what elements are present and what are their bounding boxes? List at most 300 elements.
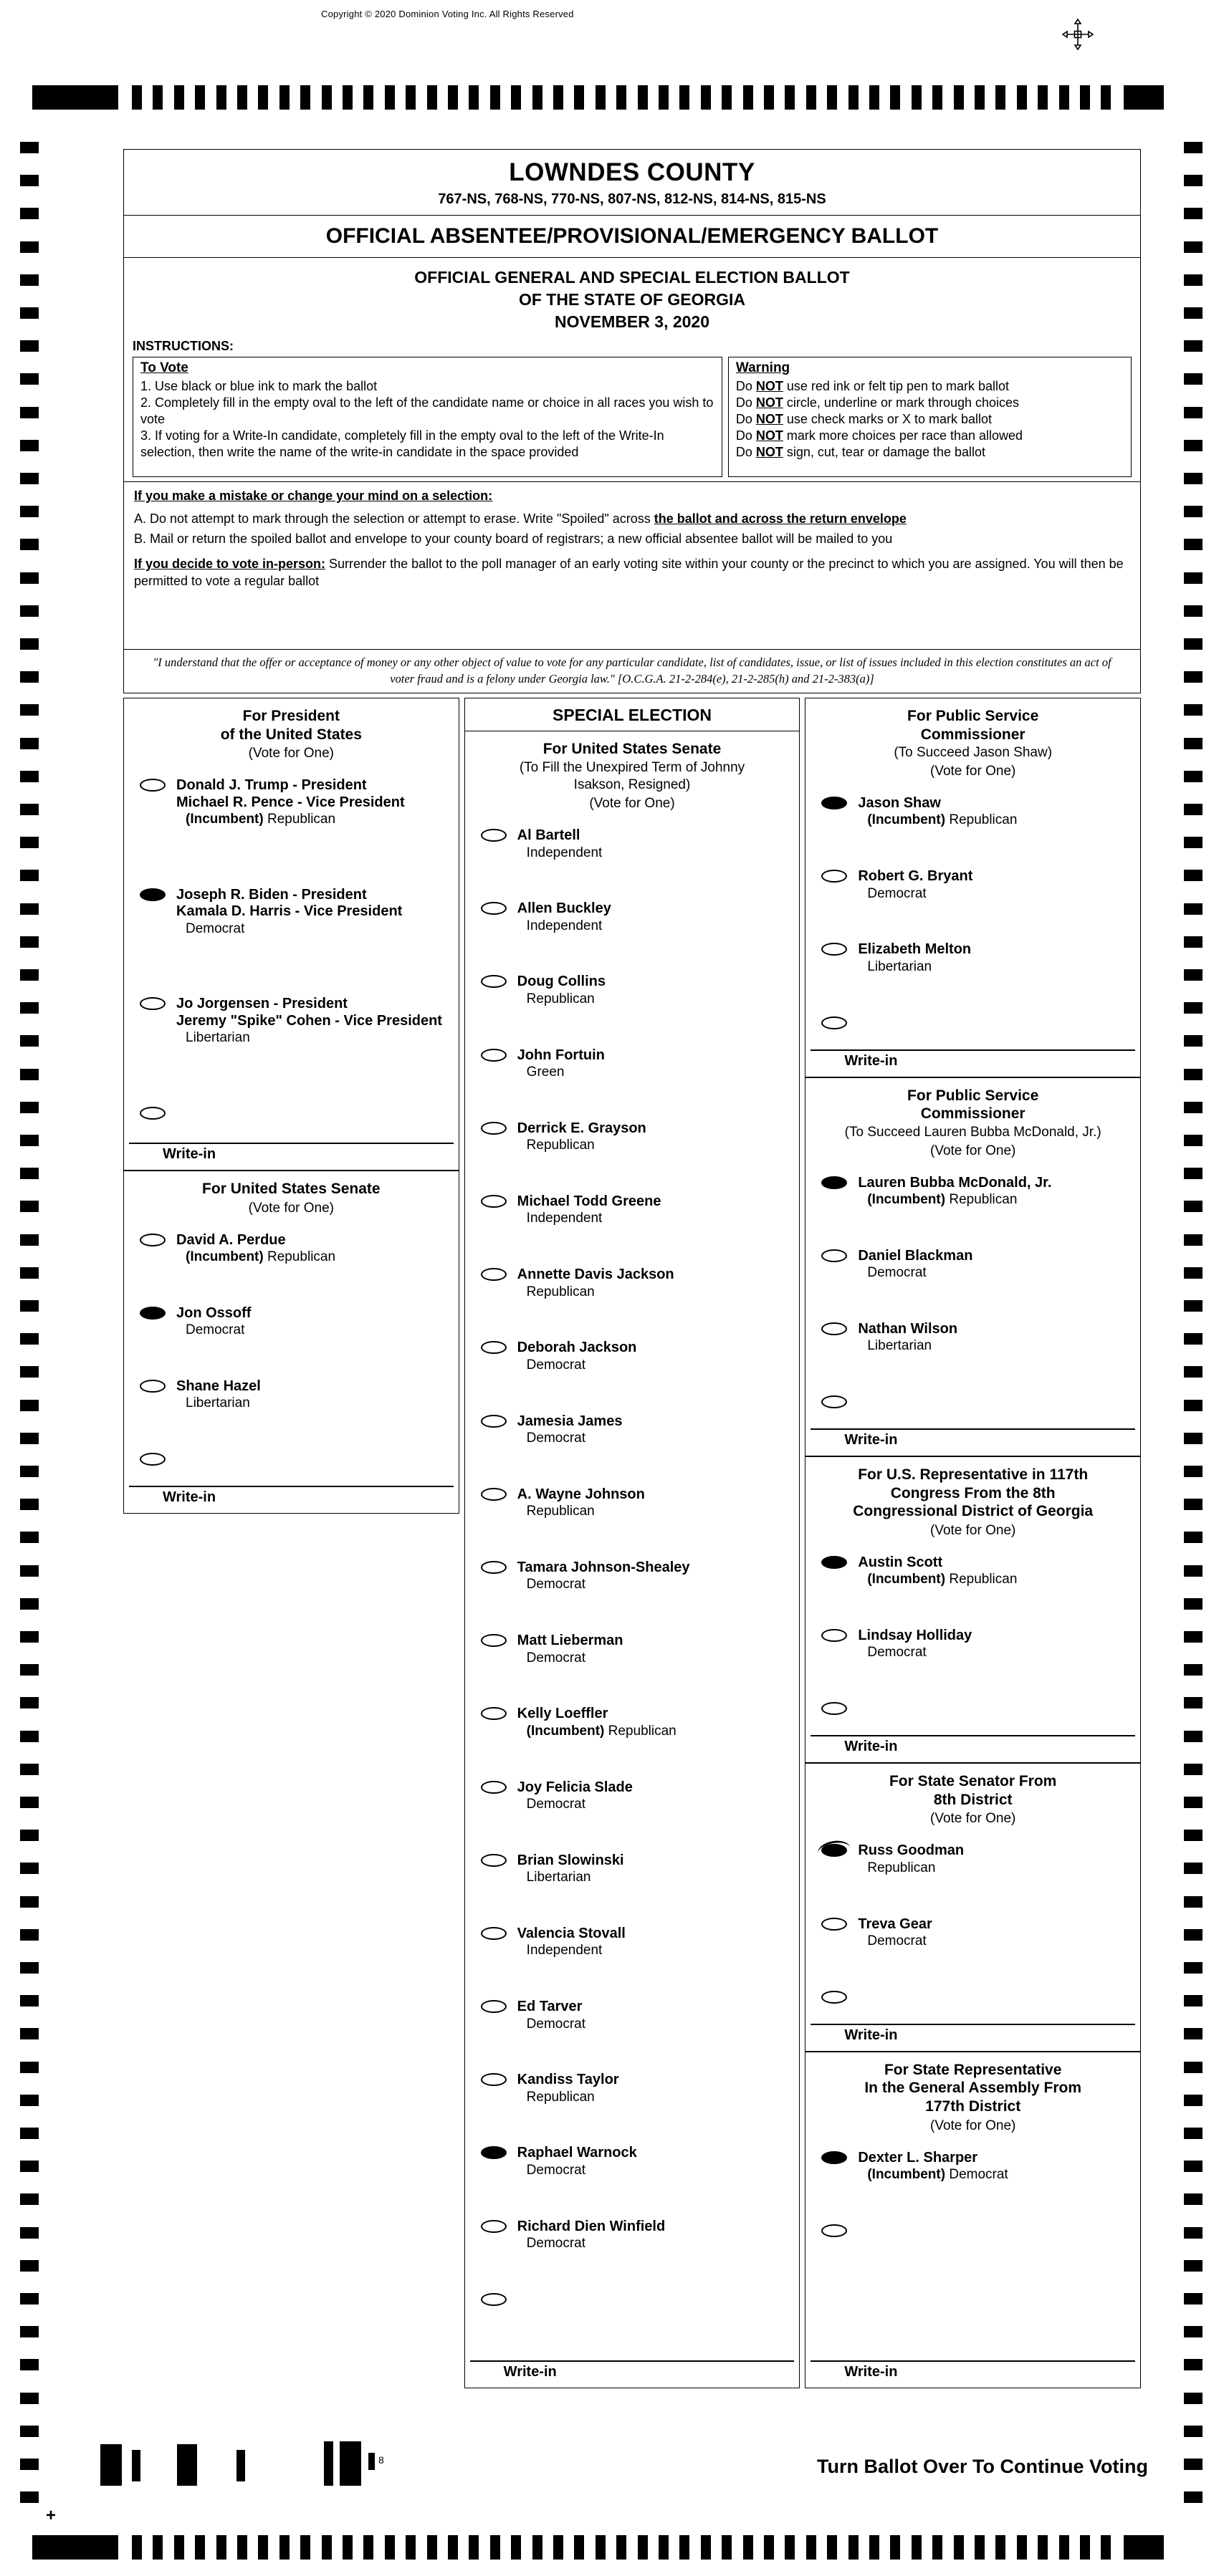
timing-mark [153, 85, 163, 110]
timing-mark [448, 2535, 458, 2560]
timing-mark [1184, 373, 1203, 385]
candidate-list [805, 795, 1140, 1031]
timing-mark [1184, 142, 1203, 153]
candidate-row [465, 1999, 800, 2032]
candidate-oval[interactable] [821, 870, 847, 883]
timing-mark [912, 2535, 922, 2560]
candidate-oval[interactable] [481, 1049, 507, 1062]
timing-mark [659, 2535, 669, 2560]
candidate-row [465, 1633, 800, 1666]
timing-mark [659, 85, 669, 110]
candidate-running-mate: Jeremy "Spike" Cohen - Vice President [176, 1012, 442, 1029]
timing-mark [722, 2535, 732, 2560]
candidate-name: John Fortuin [517, 1047, 605, 1063]
timing-mark [1184, 1135, 1203, 1146]
timing-mark [20, 1400, 39, 1411]
candidate-party: Libertarian [867, 1338, 932, 1354]
candidate-name: Daniel Blackman [858, 1247, 973, 1264]
candidate-party: Democrat [526, 1577, 586, 1592]
timing-mark [1184, 2227, 1203, 2239]
voter-fraud-legal-text: "I understand that the offer or acceptance of money or any other object of value to vote for any particular candidate, list of candidates, issue, or list of issues included in this election constitutes an act of voter fraud and is a felony under Georgia law." [O.C.G.A. 21-2-284(e), 21-2-285(h) and 21-2-383(a)] [124, 649, 1140, 693]
timing-mark [385, 85, 395, 110]
timing-mark [869, 2535, 879, 2560]
timing-mark [679, 2535, 689, 2560]
candidate-oval[interactable] [140, 997, 166, 1010]
contest-header [805, 704, 1140, 779]
ballot-column-2 [464, 698, 800, 2388]
timing-mark [406, 2535, 416, 2560]
candidate-party: (Incumbent) Republican [526, 1723, 676, 1739]
candidate-row [805, 868, 1140, 902]
candidate-oval[interactable] [821, 1844, 847, 1857]
timing-mark [1184, 837, 1203, 848]
contest-header [465, 737, 800, 827]
write-in-section[interactable] [124, 1486, 459, 1513]
timing-mark [596, 85, 606, 110]
timing-mark [701, 85, 711, 110]
election-date: NOVEMBER 3, 2020 [554, 312, 710, 332]
write-in-section[interactable] [805, 2360, 1140, 2388]
candidate-text [858, 1175, 1051, 1208]
election-title-block [124, 258, 1140, 337]
instructions-label: INSTRUCTIONS: [133, 339, 234, 354]
warning-item: Do NOT circle, underline or mark through choices [735, 395, 1020, 410]
contest-header [805, 2058, 1140, 2150]
timing-mark [1184, 1433, 1203, 1444]
warning-item: Do NOT sign, cut, tear or damage the ballot [735, 445, 986, 460]
timing-mark [20, 671, 39, 683]
candidate-oval[interactable] [481, 975, 507, 988]
candidate-party: Democrat [867, 1933, 927, 1949]
candidate-oval[interactable] [140, 1307, 166, 1320]
contest-title-line: For United States Senate [202, 1180, 381, 1197]
timing-mark [20, 837, 39, 848]
timing-mark [343, 2535, 353, 2560]
timing-mark [1184, 506, 1203, 517]
timing-mark [20, 572, 39, 584]
contest [805, 2051, 1140, 2388]
candidate-row [124, 887, 459, 938]
timing-mark [1038, 85, 1048, 110]
in-person-instructions: If you decide to vote in-person: Surrender the ballot to the poll manager of an early voting site within your county or the precinct to which you are assigned. You will then be permitted to vote a regular ballot [134, 557, 1124, 588]
candidate-oval[interactable] [481, 1927, 507, 1940]
candidate-oval[interactable] [481, 1634, 507, 1647]
candidate-party: Republican [526, 1504, 595, 1519]
contest-title-line: For State Senator From [889, 1773, 1057, 1790]
warning-box [728, 357, 1132, 477]
timing-mark [20, 2426, 39, 2437]
contest [805, 1077, 1140, 1456]
candidate-party: Libertarian [186, 1395, 250, 1411]
timing-mark [1184, 2426, 1203, 2437]
timing-mark [1038, 2535, 1048, 2560]
timing-mark [1184, 407, 1203, 418]
timing-mark [363, 2535, 373, 2560]
timing-mark [20, 771, 39, 782]
write-in-section[interactable] [805, 2024, 1140, 2051]
candidate-party: Democrat [526, 1431, 586, 1446]
vote-for-instruction: (Vote for One) [930, 1522, 1016, 1538]
write-in-oval-row [805, 1989, 1140, 2005]
timing-mark [511, 2535, 521, 2560]
contest [465, 731, 800, 2388]
candidate-name: Michael Todd Greene [517, 1193, 661, 1210]
candidate-name: Treva Gear [858, 1916, 932, 1932]
timing-mark [469, 2535, 479, 2560]
timing-mark [20, 1664, 39, 1676]
timing-mark [1184, 1300, 1203, 1312]
timing-mark [1184, 2128, 1203, 2139]
contest-title-line: Congress From the 8th [890, 1484, 1056, 1501]
warning-item: Do NOT use check marks or X to mark ballot [735, 412, 992, 427]
stub-barcode-bar [368, 2453, 375, 2470]
candidate-text [517, 1413, 623, 1447]
timing-mark [448, 85, 458, 110]
candidate-name: Austin Scott [858, 1554, 943, 1570]
candidate-oval[interactable] [481, 1561, 507, 1574]
candidate-oval[interactable] [140, 779, 166, 792]
candidate-oval[interactable] [481, 2220, 507, 2233]
candidate-text [858, 1554, 1017, 1588]
candidate-oval[interactable] [821, 943, 847, 956]
timing-mark [20, 1433, 39, 1444]
contest-header [805, 1463, 1140, 1539]
timing-mark [20, 2028, 39, 2039]
registration-crosshair-icon [1062, 19, 1094, 54]
timing-mark [343, 85, 353, 110]
write-in-oval[interactable] [821, 1017, 847, 1029]
write-in-section[interactable] [465, 2360, 800, 2388]
candidate-text [858, 1248, 972, 1282]
candidate-name: Lauren Bubba McDonald, Jr. [858, 1174, 1052, 1191]
timing-mark [1184, 638, 1203, 650]
write-in-oval[interactable] [821, 1395, 847, 1408]
candidate-name: Jo Jorgensen - President [176, 996, 348, 1012]
timing-mark [20, 2459, 39, 2470]
timing-mark [20, 2491, 39, 2503]
timing-mark [1184, 2193, 1203, 2205]
candidate-party: Democrat [867, 1645, 927, 1661]
candidate-oval[interactable] [481, 2073, 507, 2086]
candidate-list [124, 1232, 459, 1468]
timing-mark [20, 2062, 39, 2073]
timing-mark [890, 85, 900, 110]
contest-title-line: 8th District [933, 1791, 1013, 1808]
timing-mark [764, 85, 774, 110]
timing-mark [1184, 539, 1203, 550]
timing-mark [932, 85, 942, 110]
candidate-party: (Incumbent) Republican [867, 1572, 1018, 1587]
timing-mark [300, 2535, 310, 2560]
timing-mark [1184, 969, 1203, 981]
timing-mark [406, 85, 416, 110]
timing-mark [701, 2535, 711, 2560]
timing-mark [574, 85, 584, 110]
stub-barcode-bar [100, 2444, 122, 2486]
candidate-text [858, 1916, 932, 1950]
candidate-name: Ed Tarver [517, 1999, 583, 2015]
contest-qualifier-line: (To Succeed Lauren Bubba McDonald, Jr.) [844, 1124, 1101, 1140]
timing-mark [195, 2535, 205, 2560]
timing-mark [20, 1995, 39, 2007]
timing-mark [20, 1135, 39, 1146]
candidate-oval[interactable] [481, 902, 507, 915]
candidate-text [858, 1842, 964, 1876]
mistake-item-b: B. Mail or return the spoiled ballot and envelope to your county board of registrars; a new official absentee ballot will be mailed to you [134, 531, 893, 546]
timing-mark [1184, 307, 1203, 319]
candidate-row [805, 1175, 1140, 1208]
candidate-name: Kelly Loeffler [517, 1706, 608, 1722]
contest-title-line: For State Representative [884, 2061, 1062, 2078]
timing-mark [574, 2535, 584, 2560]
timing-mark [1184, 2095, 1203, 2106]
copyright-line: Copyright © 2020 Dominion Voting Inc. All Rights Reserved [321, 9, 574, 19]
timing-mark [20, 142, 39, 153]
candidate-text [517, 827, 603, 861]
candidate-oval[interactable] [481, 1854, 507, 1867]
contest-header [805, 1084, 1140, 1159]
timing-mark [20, 1598, 39, 1610]
candidate-oval[interactable] [481, 1195, 507, 1208]
contest-title-line: For Public Service [907, 708, 1039, 724]
contest-columns [123, 698, 1141, 2388]
candidate-text [517, 1193, 661, 1227]
timing-mark [20, 407, 39, 418]
timing-mark [1080, 85, 1090, 110]
timing-mark [1184, 340, 1203, 352]
candidate-text [176, 1232, 335, 1266]
timing-mark [1184, 274, 1203, 286]
write-in-oval[interactable] [140, 1453, 166, 1466]
timing-mark [20, 2393, 39, 2404]
candidate-oval[interactable] [481, 1341, 507, 1354]
candidate-party: Democrat [526, 1357, 586, 1373]
candidate-party: Republican [526, 991, 595, 1006]
timing-mark [1184, 605, 1203, 617]
timing-mark [20, 2359, 39, 2370]
candidate-oval[interactable] [481, 2146, 507, 2159]
contest-header [124, 1177, 459, 1216]
candidate-name: Brian Slowinski [517, 1852, 624, 1868]
timing-mark [1184, 1102, 1203, 1113]
timing-mark [32, 2535, 118, 2560]
warning-title: Warning [735, 360, 790, 376]
plus-registration-mark: + [46, 2506, 57, 2525]
candidate-oval[interactable] [140, 1380, 166, 1393]
timing-mark [1184, 738, 1203, 749]
timing-mark [1184, 2062, 1203, 2073]
candidate-oval[interactable] [481, 2000, 507, 2013]
candidate-oval[interactable] [821, 1249, 847, 1262]
candidate-text [176, 996, 442, 1047]
candidate-row [805, 1628, 1140, 1661]
candidate-row [465, 974, 800, 1007]
timing-mark [806, 85, 816, 110]
county-header [124, 150, 1140, 216]
timing-mark [975, 85, 985, 110]
candidate-party: Democrat [867, 1265, 927, 1281]
candidate-party: (Incumbent) Democrat [867, 2167, 1008, 2183]
timing-mark [1017, 2535, 1027, 2560]
write-in-section[interactable] [124, 1143, 459, 1170]
candidate-text [517, 1926, 626, 1959]
timing-mark [954, 2535, 964, 2560]
timing-mark [1124, 85, 1164, 110]
timing-mark [1184, 1731, 1203, 1742]
timing-mark [322, 85, 332, 110]
write-in-section[interactable] [805, 1428, 1140, 1456]
timing-mark [995, 85, 1005, 110]
candidate-oval[interactable] [140, 888, 166, 901]
timing-mark [1017, 85, 1027, 110]
candidate-oval[interactable] [821, 1556, 847, 1569]
candidate-text [517, 1120, 646, 1154]
timing-mark [1184, 1764, 1203, 1775]
timing-mark [20, 936, 39, 948]
write-in-oval-row [805, 1015, 1140, 1031]
timing-mark [20, 1002, 39, 1014]
timing-mark [20, 870, 39, 881]
warning-item: Do NOT use red ink or felt tip pen to mark ballot [735, 379, 1010, 394]
candidate-party: Independent [526, 1943, 603, 1959]
timing-mark [20, 2293, 39, 2305]
candidate-text [517, 2145, 637, 2178]
candidate-text [176, 777, 405, 828]
candidate-party: Republican [526, 2089, 595, 2105]
candidate-row [465, 2145, 800, 2178]
timing-mark [20, 1929, 39, 1941]
candidate-party: Libertarian [526, 1870, 591, 1885]
ballot-header-box [123, 149, 1141, 693]
write-in-oval[interactable] [821, 2224, 847, 2237]
timing-mark [1184, 1400, 1203, 1411]
candidate-list [124, 777, 459, 1121]
candidate-oval[interactable] [821, 1176, 847, 1189]
candidate-name: A. Wayne Johnson [517, 1486, 645, 1502]
timing-mark [216, 2535, 226, 2560]
timing-mark [827, 85, 837, 110]
candidate-row [465, 1120, 800, 1154]
timing-mark [679, 85, 689, 110]
candidate-text [517, 2072, 619, 2105]
candidate-row [124, 777, 459, 828]
timing-mark [20, 1300, 39, 1312]
timing-mark [1184, 1697, 1203, 1708]
write-in-oval[interactable] [481, 2293, 507, 2306]
candidate-text [858, 1321, 957, 1355]
timing-mark [1184, 1069, 1203, 1080]
candidate-oval[interactable] [821, 797, 847, 809]
stub-digit: 8 [378, 2454, 384, 2466]
timing-mark [1184, 903, 1203, 915]
timing-mark [20, 1102, 39, 1113]
candidate-name: Tamara Johnson-Shealey [517, 1559, 690, 1575]
candidate-oval[interactable] [481, 829, 507, 842]
candidate-party: Democrat [526, 1796, 586, 1812]
write-in-section[interactable] [805, 1735, 1140, 1762]
timing-mark [20, 1764, 39, 1775]
timing-mark [20, 1366, 39, 1378]
candidate-text [517, 2219, 666, 2252]
timing-mark [132, 85, 142, 110]
candidate-running-mate: Kamala D. Harris - Vice President [176, 903, 403, 920]
ballot-column-box [123, 698, 459, 1514]
stub-barcode-bar [236, 2450, 245, 2481]
write-in-oval[interactable] [821, 1991, 847, 2004]
candidate-row [805, 1842, 1140, 1876]
timing-mark [1184, 1035, 1203, 1047]
timing-mark [20, 340, 39, 352]
timing-mark [20, 1863, 39, 1874]
timing-mark [1184, 1598, 1203, 1610]
write-in-oval[interactable] [821, 1702, 847, 1715]
candidate-oval[interactable] [140, 1234, 166, 1246]
candidate-text [176, 1378, 261, 1412]
ballot-type-title: OFFICIAL ABSENTEE/PROVISIONAL/EMERGENCY BALLOT [124, 216, 1140, 258]
timing-mark [954, 85, 964, 110]
candidate-oval[interactable] [481, 1707, 507, 1720]
contest-header [124, 704, 459, 761]
candidate-name: Deborah Jackson [517, 1340, 637, 1356]
write-in-oval[interactable] [140, 1107, 166, 1120]
candidate-name: Shane Hazel [176, 1378, 261, 1394]
candidate-oval[interactable] [481, 1415, 507, 1428]
to-vote-item: 1. Use black or blue ink to mark the ballot [140, 379, 378, 394]
timing-mark [1184, 1565, 1203, 1577]
candidate-party: (Incumbent) Republican [186, 812, 336, 827]
candidate-oval[interactable] [481, 1781, 507, 1794]
timing-mark [427, 85, 437, 110]
timing-mark [20, 903, 39, 915]
timing-mark [1184, 2491, 1203, 2503]
candidate-name: Lindsay Holliday [858, 1628, 972, 1644]
candidate-oval[interactable] [821, 1918, 847, 1931]
write-in-oval-row [124, 1105, 459, 1121]
candidate-text [858, 795, 1017, 829]
candidate-name: Al Bartell [517, 827, 580, 844]
timing-mark [20, 1069, 39, 1080]
timing-mark [1184, 208, 1203, 219]
candidate-oval[interactable] [481, 1488, 507, 1501]
candidate-oval[interactable] [481, 1268, 507, 1281]
write-in-section[interactable] [805, 1049, 1140, 1077]
write-in-oval-row [124, 1451, 459, 1467]
candidate-name: Allen Buckley [517, 900, 611, 917]
candidate-row [805, 1554, 1140, 1588]
timing-mark [20, 2227, 39, 2239]
candidate-party: Republican [526, 1284, 595, 1299]
candidate-text [858, 2150, 1008, 2183]
contest-title-line: 177th District [925, 2098, 1021, 2115]
write-in-label: Write-in [844, 1432, 898, 1448]
timing-mark [195, 85, 205, 110]
timing-mark [20, 241, 39, 253]
contest-header [805, 1769, 1140, 1827]
timing-mark [785, 85, 795, 110]
candidate-oval[interactable] [821, 1629, 847, 1642]
timing-mark [553, 85, 563, 110]
timing-mark [1184, 2293, 1203, 2305]
timing-mark [20, 274, 39, 286]
timing-mark [20, 1234, 39, 1246]
candidate-row [465, 1047, 800, 1081]
candidate-oval[interactable] [821, 2151, 847, 2164]
ballot-column-box [805, 698, 1141, 2388]
candidate-oval[interactable] [481, 1122, 507, 1135]
candidate-oval[interactable] [821, 1322, 847, 1335]
candidate-row [465, 1779, 800, 1813]
timing-mark [1184, 1962, 1203, 1974]
